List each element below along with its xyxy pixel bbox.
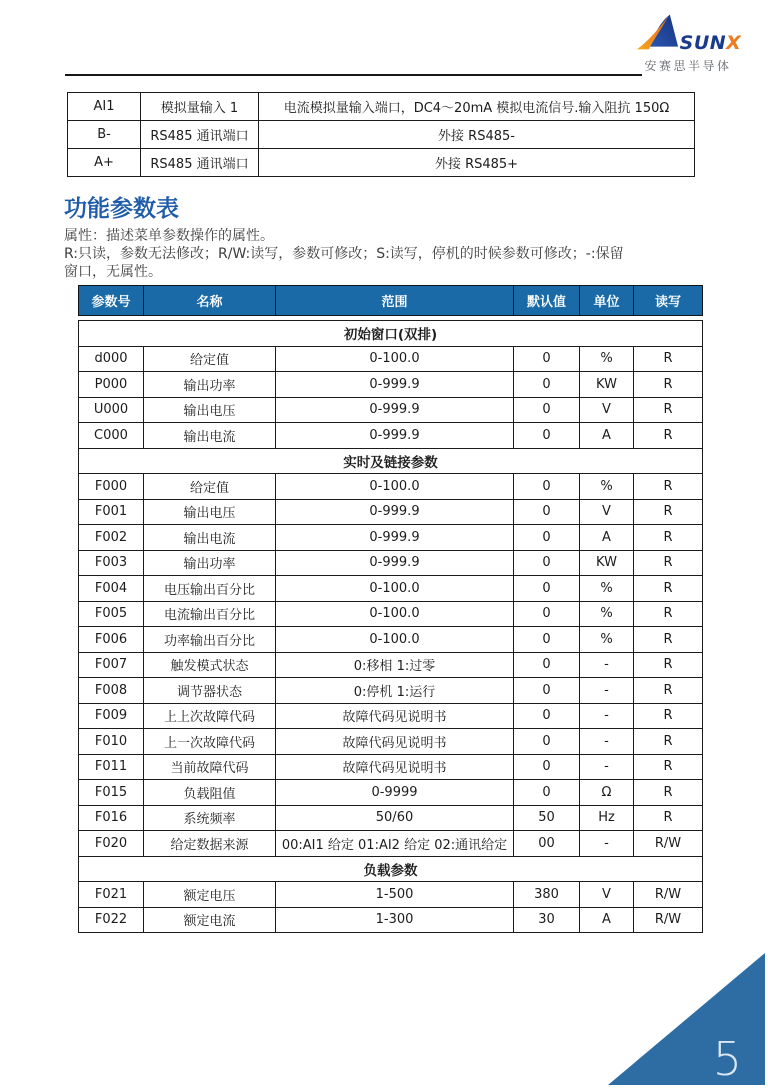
table-cell: 30: [514, 907, 580, 933]
table-row: [79, 397, 703, 423]
table-cell: 故障代码见说明书: [276, 729, 514, 755]
table-cell: F021: [79, 882, 144, 908]
table-cell: F002: [79, 525, 144, 551]
table-row: [79, 703, 703, 729]
table-row: [79, 525, 703, 551]
table-cell: A: [580, 907, 634, 933]
table-cell: F001: [79, 499, 144, 525]
table-cell: -: [580, 703, 634, 729]
table-cell: 额定电压: [144, 882, 276, 908]
table-cell: F008: [79, 678, 144, 704]
table-cell: 50/60: [276, 805, 514, 831]
column-header: 范围: [276, 286, 514, 316]
table-cell: 当前故障代码: [144, 754, 276, 780]
table-cell: RS485 通讯端口: [141, 149, 259, 177]
table-cell: 0: [514, 423, 580, 449]
table-cell: 0: [514, 525, 580, 551]
param-table-header: [78, 285, 703, 316]
table-cell: RS485 通讯端口: [141, 121, 259, 149]
table-row: [79, 627, 703, 653]
table-row: [79, 678, 703, 704]
table-cell: 00:AI1 给定 01:AI2 给定 02:通讯给定: [276, 831, 514, 857]
table-cell: R: [634, 525, 703, 551]
logo-a-swoosh-icon: [635, 13, 679, 55]
table-cell: 0-999.9: [276, 499, 514, 525]
table-cell: R: [634, 499, 703, 525]
table-cell: 模拟量输入 1: [141, 93, 259, 121]
asunx-logo: [616, 13, 760, 74]
desc-line: 属性：描述菜单参数操作的属性。: [64, 228, 274, 244]
table-cell: 0:停机 1:运行: [276, 678, 514, 704]
table-cell: R: [634, 729, 703, 755]
table-cell: V: [580, 397, 634, 423]
column-header: 默认值: [514, 286, 580, 316]
table-row: [79, 652, 703, 678]
table-cell: Hz: [580, 805, 634, 831]
table-cell: 上一次故障代码: [144, 729, 276, 755]
desc-line: R:只读，参数无法修改；R/W:读写，参数可修改；S:读写，停机的时候参数可修改；-:保留: [64, 246, 624, 262]
table-cell: 电压输出百分比: [144, 576, 276, 602]
table-row: [79, 831, 703, 857]
table-cell: 外接 RS485-: [259, 121, 695, 149]
table-cell: 调节器状态: [144, 678, 276, 704]
table-row: [68, 149, 695, 177]
table-cell: -: [580, 652, 634, 678]
table-cell: 0: [514, 576, 580, 602]
table-cell: R: [634, 576, 703, 602]
table-cell: d000: [79, 346, 144, 372]
table-cell: 0: [514, 754, 580, 780]
table-row: [79, 474, 703, 500]
table-cell: 功率输出百分比: [144, 627, 276, 653]
table-row: [68, 121, 695, 149]
table-cell: 负载阻值: [144, 780, 276, 806]
param-table-body: [79, 321, 703, 933]
table-cell: 0-100.0: [276, 601, 514, 627]
table-cell: R: [634, 397, 703, 423]
table-cell: F020: [79, 831, 144, 857]
table-row: [79, 907, 703, 933]
table-cell: 0-9999: [276, 780, 514, 806]
table-row: [79, 576, 703, 602]
table-row: [79, 499, 703, 525]
table-cell: 0-100.0: [276, 474, 514, 500]
table-cell: 0-999.9: [276, 397, 514, 423]
table-cell: R: [634, 550, 703, 576]
table-cell: R/W: [634, 831, 703, 857]
table-cell: V: [580, 882, 634, 908]
table-row: [79, 729, 703, 755]
table-cell: 输出电流: [144, 525, 276, 551]
table-cell: P000: [79, 372, 144, 398]
table-cell: R/W: [634, 907, 703, 933]
column-header: 名称: [144, 286, 276, 316]
table-cell: %: [580, 601, 634, 627]
logo-brand-text: SUNX: [679, 32, 742, 54]
table-cell: R: [634, 780, 703, 806]
table-cell: -: [580, 729, 634, 755]
table-cell: 给定数据来源: [144, 831, 276, 857]
table-cell: 1-300: [276, 907, 514, 933]
table-cell: R: [634, 627, 703, 653]
table-cell: R: [634, 805, 703, 831]
table-cell: C000: [79, 423, 144, 449]
table-cell: F015: [79, 780, 144, 806]
table-cell: Ω: [580, 780, 634, 806]
table-cell: 0: [514, 703, 580, 729]
table-cell: F000: [79, 474, 144, 500]
terminal-table-body: [68, 93, 695, 177]
table-row: [68, 93, 695, 121]
column-header: 单位: [580, 286, 634, 316]
table-cell: -: [580, 678, 634, 704]
table-cell: 0: [514, 474, 580, 500]
table-cell: KW: [580, 372, 634, 398]
table-cell: -: [580, 754, 634, 780]
table-cell: 0-999.9: [276, 423, 514, 449]
table-row: [79, 550, 703, 576]
table-cell: 额定电流: [144, 907, 276, 933]
table-cell: 0: [514, 601, 580, 627]
table-cell: 外接 RS485+: [259, 149, 695, 177]
table-cell: 输出电压: [144, 499, 276, 525]
table-cell: 50: [514, 805, 580, 831]
table-cell: 0: [514, 397, 580, 423]
table-cell: R: [634, 423, 703, 449]
section-title: 初始窗口(双排): [79, 321, 703, 347]
table-cell: F005: [79, 601, 144, 627]
table-cell: 380: [514, 882, 580, 908]
table-cell: F016: [79, 805, 144, 831]
table-cell: 电流输出百分比: [144, 601, 276, 627]
table-cell: 0:移相 1:过零: [276, 652, 514, 678]
table-cell: R: [634, 678, 703, 704]
table-cell: R: [634, 703, 703, 729]
table-cell: 故障代码见说明书: [276, 754, 514, 780]
table-cell: F022: [79, 907, 144, 933]
desc-line: 窗口，无属性。: [64, 264, 162, 280]
table-cell: U000: [79, 397, 144, 423]
table-cell: 输出功率: [144, 550, 276, 576]
table-row: [79, 601, 703, 627]
table-cell: F006: [79, 627, 144, 653]
table-cell: 0-999.9: [276, 550, 514, 576]
table-cell: R: [634, 754, 703, 780]
logo-subtitle: 安赛思半导体: [644, 59, 732, 73]
table-cell: %: [580, 627, 634, 653]
table-cell: A: [580, 525, 634, 551]
section-row: [79, 321, 703, 347]
table-cell: 0: [514, 780, 580, 806]
table-cell: 0-100.0: [276, 576, 514, 602]
table-cell: R: [634, 346, 703, 372]
section-title: 实时及链接参数: [79, 448, 703, 474]
table-cell: R: [634, 474, 703, 500]
table-row: [79, 754, 703, 780]
table-cell: 0-999.9: [276, 525, 514, 551]
table-cell: 0: [514, 550, 580, 576]
table-cell: 0: [514, 729, 580, 755]
table-cell: A: [580, 423, 634, 449]
table-cell: %: [580, 576, 634, 602]
table-cell: 0-999.9: [276, 372, 514, 398]
table-cell: R: [634, 652, 703, 678]
table-cell: 0: [514, 652, 580, 678]
table-cell: V: [580, 499, 634, 525]
column-header: 参数号: [79, 286, 144, 316]
table-row: [79, 805, 703, 831]
attribute-description: [64, 227, 624, 281]
table-cell: F004: [79, 576, 144, 602]
param-table: [78, 320, 703, 933]
table-cell: F010: [79, 729, 144, 755]
table-cell: F011: [79, 754, 144, 780]
page-number: 5: [712, 1032, 742, 1086]
terminal-table: [67, 92, 695, 177]
table-cell: 输出电压: [144, 397, 276, 423]
table-cell: KW: [580, 550, 634, 576]
table-row: [79, 882, 703, 908]
table-cell: F003: [79, 550, 144, 576]
table-cell: -: [580, 831, 634, 857]
table-cell: 上上次故障代码: [144, 703, 276, 729]
table-cell: 1-500: [276, 882, 514, 908]
header-row: [79, 286, 703, 316]
section-title: 负载参数: [79, 856, 703, 882]
table-row: [79, 346, 703, 372]
table-cell: B-: [68, 121, 141, 149]
table-cell: R: [634, 372, 703, 398]
table-cell: 0: [514, 346, 580, 372]
table-cell: R/W: [634, 882, 703, 908]
section-row: [79, 448, 703, 474]
table-cell: 0: [514, 627, 580, 653]
table-row: [79, 780, 703, 806]
column-header: 读写: [634, 286, 703, 316]
table-cell: 故障代码见说明书: [276, 703, 514, 729]
header-divider: [65, 74, 642, 76]
table-cell: 输出电流: [144, 423, 276, 449]
table-cell: R: [634, 601, 703, 627]
table-row: [79, 423, 703, 449]
table-cell: F007: [79, 652, 144, 678]
table-cell: 0-100.0: [276, 346, 514, 372]
table-cell: 00: [514, 831, 580, 857]
table-cell: 系统频率: [144, 805, 276, 831]
table-cell: %: [580, 474, 634, 500]
table-cell: 0: [514, 372, 580, 398]
table-cell: F009: [79, 703, 144, 729]
page-title: 功能参数表: [64, 196, 179, 222]
table-cell: 0: [514, 678, 580, 704]
table-cell: 0: [514, 499, 580, 525]
table-cell: 触发模式状态: [144, 652, 276, 678]
table-cell: 给定值: [144, 474, 276, 500]
table-row: [79, 372, 703, 398]
table-cell: 0-100.0: [276, 627, 514, 653]
table-cell: A+: [68, 149, 141, 177]
table-cell: 输出功率: [144, 372, 276, 398]
table-cell: AI1: [68, 93, 141, 121]
table-cell: 电流模拟量输入端口，DC4～20mA 模拟电流信号.输入阻抗 150Ω: [259, 93, 695, 121]
section-row: [79, 856, 703, 882]
table-cell: 给定值: [144, 346, 276, 372]
table-cell: %: [580, 346, 634, 372]
